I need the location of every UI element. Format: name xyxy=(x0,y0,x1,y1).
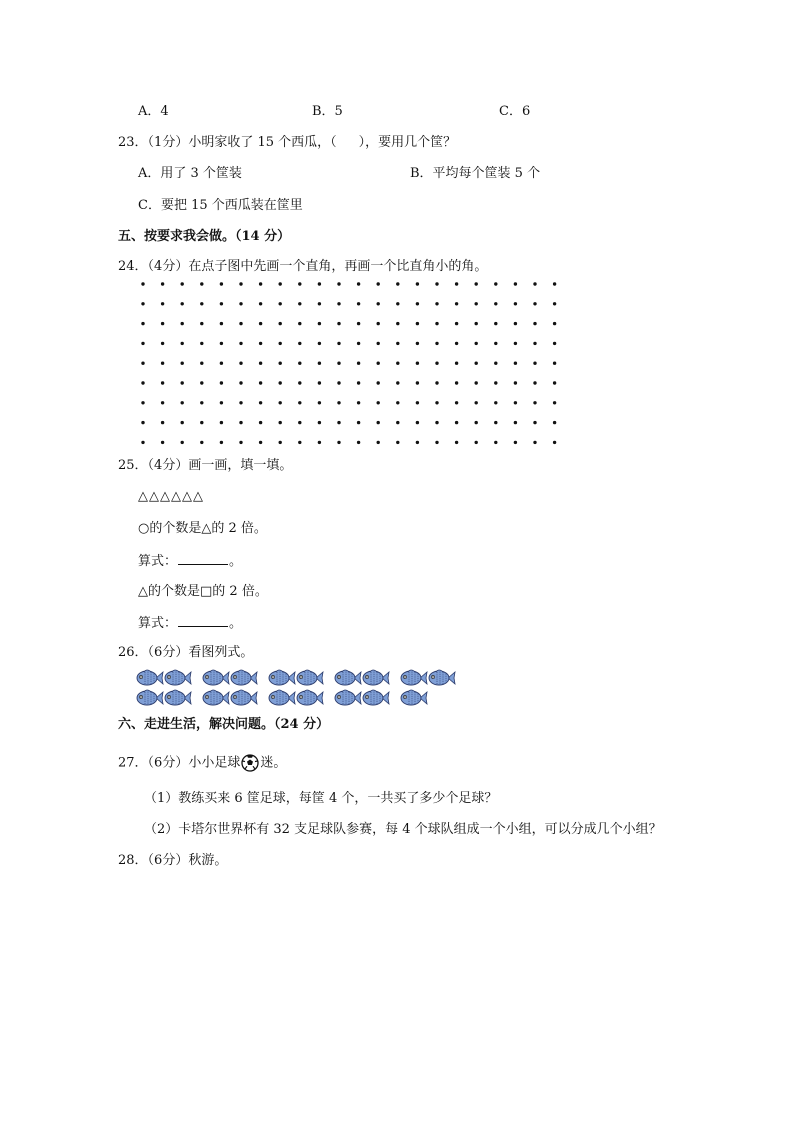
grid-dot[interactable] xyxy=(141,381,144,384)
q27-sub-question-2: （2）卡塔尔世界杯有 32 支足球队参赛，每 4 个球队组成一个小组，可以分成几个小组？ xyxy=(144,822,662,837)
grid-dot[interactable] xyxy=(494,322,497,325)
grid-dot[interactable] xyxy=(259,362,262,365)
grid-dot[interactable] xyxy=(220,362,223,365)
grid-dot[interactable] xyxy=(337,381,340,384)
grid-dot[interactable] xyxy=(181,441,184,444)
grid-dot[interactable] xyxy=(494,302,497,305)
grid-dot[interactable] xyxy=(377,322,380,325)
grid-dot[interactable] xyxy=(279,282,282,285)
grid-dot[interactable] xyxy=(161,381,164,384)
grid-dot[interactable] xyxy=(337,441,340,444)
grid-dot[interactable] xyxy=(161,362,164,365)
grid-dot[interactable] xyxy=(416,302,419,305)
section-5-heading: 五、按要求我会做。（14 分） xyxy=(118,229,291,244)
grid-dot[interactable] xyxy=(141,441,144,444)
grid-dot[interactable] xyxy=(455,342,458,345)
grid-dot[interactable] xyxy=(494,441,497,444)
grid-dot[interactable] xyxy=(435,282,438,285)
grid-dot[interactable] xyxy=(220,342,223,345)
grid-dot[interactable] xyxy=(377,362,380,365)
grid-dot[interactable] xyxy=(181,362,184,365)
grid-dot[interactable] xyxy=(318,302,321,305)
grid-dot[interactable] xyxy=(396,282,399,285)
grid-dot[interactable] xyxy=(494,381,497,384)
grid-dot[interactable] xyxy=(533,381,536,384)
grid-dot[interactable] xyxy=(533,421,536,424)
grid-dot[interactable] xyxy=(455,362,458,365)
grid-dot[interactable] xyxy=(279,441,282,444)
grid-dot[interactable] xyxy=(337,302,340,305)
grid-dot[interactable] xyxy=(200,401,203,404)
grid-dot[interactable] xyxy=(514,381,517,384)
grid-dot[interactable] xyxy=(337,401,340,404)
grid-dot[interactable] xyxy=(220,441,223,444)
soccer-ball-icon xyxy=(241,754,259,772)
grid-dot[interactable] xyxy=(533,282,536,285)
grid-dot[interactable] xyxy=(455,322,458,325)
fish-icon xyxy=(137,690,163,705)
grid-dot[interactable] xyxy=(259,282,262,285)
grid-dot[interactable] xyxy=(396,401,399,404)
fish-icon xyxy=(335,690,361,705)
fish-icon xyxy=(165,690,191,705)
grid-dot[interactable] xyxy=(514,362,517,365)
grid-dot[interactable] xyxy=(337,322,340,325)
grid-dot[interactable] xyxy=(553,302,556,305)
grid-dot[interactable] xyxy=(514,441,517,444)
grid-dot[interactable] xyxy=(239,362,242,365)
grid-dot[interactable] xyxy=(357,302,360,305)
grid-dot[interactable] xyxy=(455,401,458,404)
grid-dot[interactable] xyxy=(533,362,536,365)
fish-icon xyxy=(401,690,427,705)
grid-dot[interactable] xyxy=(455,441,458,444)
grid-dot[interactable] xyxy=(533,342,536,345)
grid-dot[interactable] xyxy=(416,282,419,285)
q22-option-a: A．4 xyxy=(138,104,169,119)
grid-dot[interactable] xyxy=(416,342,419,345)
q25-formula-1 xyxy=(138,552,242,570)
fish-picture xyxy=(136,667,456,711)
q26-stem: 26．（6分）看图列式。 xyxy=(118,645,254,660)
fish-icon xyxy=(297,690,323,705)
grid-dot[interactable] xyxy=(553,401,556,404)
q25-formula-2-label: 算式： xyxy=(138,616,178,631)
grid-dot[interactable] xyxy=(357,282,360,285)
grid-dot[interactable] xyxy=(553,441,556,444)
grid-dot[interactable] xyxy=(337,342,340,345)
grid-dot[interactable] xyxy=(239,401,242,404)
grid-dot[interactable] xyxy=(514,421,517,424)
grid-dot[interactable] xyxy=(279,342,282,345)
grid-dot[interactable] xyxy=(298,421,301,424)
grid-dot[interactable] xyxy=(141,362,144,365)
grid-dot[interactable] xyxy=(514,401,517,404)
grid-dot[interactable] xyxy=(357,421,360,424)
grid-dot[interactable] xyxy=(494,342,497,345)
grid-dot[interactable] xyxy=(141,282,144,285)
fish-icon xyxy=(401,670,427,685)
fish-icon xyxy=(363,670,389,685)
fish-icon xyxy=(137,670,163,685)
grid-dot[interactable] xyxy=(475,381,478,384)
grid-dot[interactable] xyxy=(161,302,164,305)
grid-dot[interactable] xyxy=(435,322,438,325)
grid-dot[interactable] xyxy=(396,342,399,345)
q25-circle-statement: ○的个数是△的 2 倍。 xyxy=(138,521,267,536)
grid-dot[interactable] xyxy=(337,362,340,365)
grid-dot[interactable] xyxy=(200,302,203,305)
q25-formula-2-end: 。 xyxy=(229,616,243,631)
grid-dot[interactable] xyxy=(494,401,497,404)
grid-dot[interactable] xyxy=(377,401,380,404)
fish-icon xyxy=(203,670,229,685)
grid-dot[interactable] xyxy=(298,282,301,285)
q27-sub-question-1: （1）教练买来 6 筐足球，每筐 4 个，一共买了多少个足球？ xyxy=(144,791,498,806)
grid-dot[interactable] xyxy=(259,421,262,424)
grid-dot[interactable] xyxy=(318,441,321,444)
grid-dot[interactable] xyxy=(279,302,282,305)
grid-dot[interactable] xyxy=(239,282,242,285)
grid-dot[interactable] xyxy=(239,322,242,325)
grid-dot[interactable] xyxy=(200,441,203,444)
grid-dot[interactable] xyxy=(318,322,321,325)
grid-dot[interactable] xyxy=(318,362,321,365)
grid-dot[interactable] xyxy=(357,342,360,345)
grid-dot[interactable] xyxy=(161,401,164,404)
q23-option-c: C．要把 15 个西瓜装在筐里 xyxy=(138,198,303,213)
grid-dot[interactable] xyxy=(357,322,360,325)
grid-dot[interactable] xyxy=(357,362,360,365)
grid-dot[interactable] xyxy=(377,381,380,384)
grid-dot[interactable] xyxy=(181,421,184,424)
grid-dot[interactable] xyxy=(377,282,380,285)
grid-dot[interactable] xyxy=(318,401,321,404)
grid-dot[interactable] xyxy=(396,322,399,325)
grid-dot[interactable] xyxy=(475,362,478,365)
grid-dot[interactable] xyxy=(259,322,262,325)
grid-dot[interactable] xyxy=(259,441,262,444)
grid-dot[interactable] xyxy=(357,401,360,404)
grid-dot[interactable] xyxy=(514,282,517,285)
q23-stem-post: ），要用几个筐？ xyxy=(358,135,457,150)
q25-formula-1-end: 。 xyxy=(229,554,243,569)
grid-dot[interactable] xyxy=(455,282,458,285)
q25-formula-1-blank[interactable] xyxy=(178,552,228,565)
grid-dot[interactable] xyxy=(533,441,536,444)
grid-dot[interactable] xyxy=(318,421,321,424)
grid-dot[interactable] xyxy=(181,342,184,345)
grid-dot[interactable] xyxy=(200,282,203,285)
grid-dot[interactable] xyxy=(318,282,321,285)
grid-dot[interactable] xyxy=(279,362,282,365)
grid-dot[interactable] xyxy=(318,381,321,384)
grid-dot[interactable] xyxy=(533,302,536,305)
fish-icon xyxy=(429,670,455,685)
fish-icon xyxy=(165,670,191,685)
grid-dot[interactable] xyxy=(141,421,144,424)
grid-dot[interactable] xyxy=(357,441,360,444)
grid-dot[interactable] xyxy=(161,322,164,325)
grid-dot[interactable] xyxy=(239,342,242,345)
grid-dot[interactable] xyxy=(161,441,164,444)
grid-dot[interactable] xyxy=(259,342,262,345)
grid-dot[interactable] xyxy=(475,441,478,444)
grid-dot[interactable] xyxy=(416,381,419,384)
grid-dot[interactable] xyxy=(396,302,399,305)
grid-dot[interactable] xyxy=(220,401,223,404)
grid-dot[interactable] xyxy=(298,302,301,305)
grid-dot[interactable] xyxy=(200,421,203,424)
grid-dot[interactable] xyxy=(435,362,438,365)
q27-stem-post: 迷。 xyxy=(260,755,287,771)
grid-dot[interactable] xyxy=(161,282,164,285)
grid-dot[interactable] xyxy=(239,441,242,444)
grid-dot[interactable] xyxy=(553,362,556,365)
grid-dot[interactable] xyxy=(141,342,144,345)
grid-dot[interactable] xyxy=(220,381,223,384)
grid-dot[interactable] xyxy=(239,302,242,305)
grid-dot[interactable] xyxy=(279,401,282,404)
fish-icon xyxy=(335,670,361,685)
q25-square-statement: △的个数是□的 2 倍。 xyxy=(138,584,268,599)
q25-stem: 25．（4分）画一画，填一填。 xyxy=(118,458,293,473)
fish-icon xyxy=(269,690,295,705)
grid-dot[interactable] xyxy=(475,342,478,345)
grid-dot[interactable] xyxy=(200,342,203,345)
grid-dot[interactable] xyxy=(494,421,497,424)
grid-dot[interactable] xyxy=(298,322,301,325)
grid-dot[interactable] xyxy=(200,322,203,325)
grid-dot[interactable] xyxy=(553,381,556,384)
section-6-heading: 六、走进生活，解决问题。（24 分） xyxy=(118,717,330,732)
grid-dot[interactable] xyxy=(435,401,438,404)
grid-dot[interactable] xyxy=(377,441,380,444)
grid-dot[interactable] xyxy=(377,421,380,424)
grid-dot[interactable] xyxy=(377,302,380,305)
grid-dot[interactable] xyxy=(435,441,438,444)
grid-dot[interactable] xyxy=(416,362,419,365)
grid-dot[interactable] xyxy=(435,381,438,384)
grid-dot[interactable] xyxy=(475,302,478,305)
q23-option-a: A．用了 3 个筐装 xyxy=(138,166,242,181)
grid-dot[interactable] xyxy=(259,381,262,384)
grid-dot[interactable] xyxy=(200,362,203,365)
grid-dot[interactable] xyxy=(220,421,223,424)
grid-dot[interactable] xyxy=(494,282,497,285)
grid-dot[interactable] xyxy=(259,401,262,404)
q25-formula-2 xyxy=(138,614,242,632)
grid-dot[interactable] xyxy=(396,421,399,424)
q25-triangles: △△△△△△ xyxy=(138,489,204,504)
grid-dot[interactable] xyxy=(514,342,517,345)
grid-dot[interactable] xyxy=(181,322,184,325)
q25-formula-1-label: 算式： xyxy=(138,554,178,569)
fish-icon xyxy=(231,670,257,685)
grid-dot[interactable] xyxy=(337,421,340,424)
dot-grid[interactable] xyxy=(138,279,568,451)
grid-dot[interactable] xyxy=(553,322,556,325)
fish-icon xyxy=(231,690,257,705)
grid-dot[interactable] xyxy=(396,381,399,384)
q23-stem xyxy=(118,135,456,151)
grid-dot[interactable] xyxy=(141,322,144,325)
q22-option-b: B．5 xyxy=(312,104,343,119)
q27-stem xyxy=(118,754,286,772)
grid-dot[interactable] xyxy=(220,322,223,325)
grid-dot[interactable] xyxy=(455,302,458,305)
grid-dot[interactable] xyxy=(298,401,301,404)
grid-dot[interactable] xyxy=(298,342,301,345)
grid-dot[interactable] xyxy=(396,362,399,365)
q23-option-b: B．平均每个筐装 5 个 xyxy=(410,166,541,181)
grid-dot[interactable] xyxy=(357,381,360,384)
grid-dot[interactable] xyxy=(220,282,223,285)
grid-dot[interactable] xyxy=(181,282,184,285)
grid-dot[interactable] xyxy=(416,421,419,424)
grid-dot[interactable] xyxy=(416,322,419,325)
grid-dot[interactable] xyxy=(141,302,144,305)
grid-dot[interactable] xyxy=(181,381,184,384)
grid-dot[interactable] xyxy=(533,401,536,404)
grid-dot[interactable] xyxy=(318,342,321,345)
grid-dot[interactable] xyxy=(181,401,184,404)
grid-dot[interactable] xyxy=(455,421,458,424)
grid-dot[interactable] xyxy=(377,342,380,345)
q23-stem-pre: 23．（1分）小明家收了 15 个西瓜，（ xyxy=(118,135,337,150)
grid-dot[interactable] xyxy=(475,421,478,424)
grid-dot[interactable] xyxy=(553,421,556,424)
grid-dot[interactable] xyxy=(181,302,184,305)
q28-stem: 28．（6分）秋游。 xyxy=(118,853,228,868)
grid-dot[interactable] xyxy=(337,282,340,285)
grid-dot[interactable] xyxy=(533,322,536,325)
grid-dot[interactable] xyxy=(416,401,419,404)
q22-option-c: C．6 xyxy=(499,104,531,119)
grid-dot[interactable] xyxy=(298,362,301,365)
grid-dot[interactable] xyxy=(553,282,556,285)
grid-dot[interactable] xyxy=(239,381,242,384)
grid-dot[interactable] xyxy=(494,362,497,365)
grid-dot[interactable] xyxy=(279,421,282,424)
fish-icon xyxy=(363,690,389,705)
grid-dot[interactable] xyxy=(259,302,262,305)
grid-dot[interactable] xyxy=(298,441,301,444)
grid-dot[interactable] xyxy=(298,381,301,384)
grid-dot[interactable] xyxy=(435,302,438,305)
grid-dot[interactable] xyxy=(475,322,478,325)
grid-dot[interactable] xyxy=(279,322,282,325)
grid-dot[interactable] xyxy=(514,302,517,305)
grid-dot[interactable] xyxy=(475,282,478,285)
grid-dot[interactable] xyxy=(220,302,223,305)
q25-formula-2-blank[interactable] xyxy=(178,614,228,627)
grid-dot[interactable] xyxy=(514,322,517,325)
q24-stem: 24．（4分）在点子图中先画一个直角，再画一个比直角小的角。 xyxy=(118,259,488,274)
grid-dot[interactable] xyxy=(553,342,556,345)
fish-icon xyxy=(269,670,295,685)
grid-dot[interactable] xyxy=(455,381,458,384)
grid-dot[interactable] xyxy=(161,342,164,345)
grid-dot[interactable] xyxy=(200,381,203,384)
grid-dot[interactable] xyxy=(475,401,478,404)
grid-dot[interactable] xyxy=(161,421,164,424)
grid-dot[interactable] xyxy=(396,441,399,444)
grid-dot[interactable] xyxy=(435,421,438,424)
grid-dot[interactable] xyxy=(416,441,419,444)
grid-dot[interactable] xyxy=(435,342,438,345)
q27-stem-pre: 27．（6分）小小足球 xyxy=(118,755,241,771)
grid-dot[interactable] xyxy=(239,421,242,424)
grid-dot[interactable] xyxy=(279,381,282,384)
fish-icon xyxy=(297,670,323,685)
fish-icon xyxy=(203,690,229,705)
grid-dot[interactable] xyxy=(141,401,144,404)
